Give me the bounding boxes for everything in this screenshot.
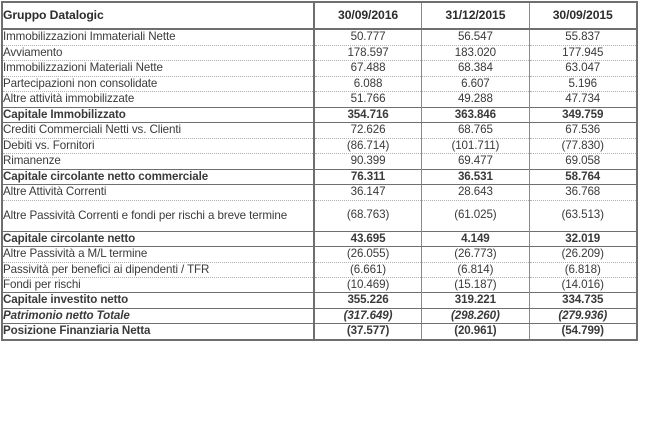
row-value: (37.577) — [314, 324, 422, 340]
row-label: Crediti Commerciali Netti vs. Clienti — [2, 123, 314, 138]
row-value: (54.799) — [561, 324, 604, 338]
row-value: 32.019 — [529, 231, 637, 246]
row-value: (20.961) — [422, 324, 530, 340]
header-label-cell: Gruppo Datalogic — [2, 2, 314, 29]
row-value: 69.058 — [529, 154, 637, 169]
row-value: 56.547 — [422, 29, 530, 45]
row-value: (298.260) — [422, 308, 530, 323]
row-value: 354.716 — [314, 107, 422, 122]
row-value: 5.196 — [529, 76, 637, 91]
table-row — [2, 278, 637, 293]
table-header-row — [2, 2, 637, 29]
table-row — [2, 231, 637, 246]
row-value: 90.399 — [314, 154, 422, 169]
row-value: 47.734 — [529, 92, 637, 107]
table-body — [2, 29, 637, 340]
row-value: (15.187) — [422, 278, 530, 293]
row-label: Capitale investito netto — [2, 293, 314, 308]
row-value: (101.711) — [422, 138, 530, 153]
table-row — [2, 185, 637, 200]
table-row — [2, 92, 637, 107]
row-value: (10.469) — [314, 278, 422, 293]
row-value: 49.288 — [422, 92, 530, 107]
row-value: (63.513) — [529, 200, 637, 231]
row-value: 319.221 — [422, 293, 530, 308]
financial-statement-table — [1, 1, 638, 341]
table-row — [2, 262, 637, 277]
table-row — [2, 45, 637, 60]
row-value: 43.695 — [314, 231, 422, 246]
row-value: 6.088 — [314, 76, 422, 91]
row-value: 36.531 — [422, 169, 530, 184]
row-label: Patrimonio netto Totale — [2, 308, 314, 323]
row-value: (317.649) — [314, 308, 422, 323]
table-row — [2, 76, 637, 91]
row-value: 55.837 — [529, 29, 637, 45]
row-label: Altre Passività a M/L termine — [2, 247, 314, 262]
row-value: (77.830) — [529, 138, 637, 153]
row-label: Altre Attività Correnti — [2, 185, 314, 200]
row-value: (61.025) — [422, 200, 530, 231]
row-value: (279.936) — [529, 308, 637, 323]
row-value: 68.765 — [422, 123, 530, 138]
row-label: Capitale Immobilizzato — [2, 107, 314, 122]
row-value: 63.047 — [529, 61, 637, 76]
row-value: 51.766 — [314, 92, 422, 107]
row-value: 178.597 — [314, 45, 422, 60]
row-value: (6.814) — [422, 262, 530, 277]
row-label: Altre attività immobilizzate — [2, 92, 314, 107]
row-label: Avviamento — [2, 45, 314, 60]
row-value: 349.759 — [529, 107, 637, 122]
row-value: (26.055) — [314, 247, 422, 262]
row-value: 28.643 — [422, 185, 530, 200]
table-row — [2, 138, 637, 153]
table-row — [2, 308, 637, 323]
row-value: 355.226 — [314, 293, 422, 308]
row-value: 36.768 — [529, 185, 637, 200]
header-column-1: 30/09/2016 — [314, 2, 422, 29]
row-label: Posizione Finanziaria Netta — [2, 324, 314, 340]
row-value: 68.384 — [422, 61, 530, 76]
row-value: (6.818) — [529, 262, 637, 277]
row-label: Immobilizzazioni Immateriali Nette — [2, 29, 314, 45]
row-value: 4.149 — [422, 231, 530, 246]
row-value: (26.209) — [529, 247, 637, 262]
row-value: 363.846 — [422, 107, 530, 122]
table-row — [2, 247, 637, 262]
row-value: 67.488 — [314, 61, 422, 76]
row-value: 334.735 — [529, 293, 637, 308]
table-row — [2, 123, 637, 138]
row-label: Debiti vs. Fornitori — [2, 138, 314, 153]
table-row — [2, 293, 637, 308]
row-label: Capitale circolante netto — [2, 231, 314, 246]
row-value: 76.311 — [314, 169, 422, 184]
row-label: Fondi per rischi — [2, 278, 314, 293]
row-label: Passività per benefici ai dipendenti / TFR — [2, 262, 314, 277]
table-row — [2, 324, 637, 340]
row-value: 177.945 — [529, 45, 637, 60]
table-row — [2, 200, 637, 231]
row-value: 72.626 — [314, 123, 422, 138]
table-row — [2, 169, 637, 184]
row-value: 69.477 — [422, 154, 530, 169]
table-row — [2, 61, 637, 76]
table-row — [2, 154, 637, 169]
row-label: Altre Passività Correnti e fondi per rischi a breve termine — [2, 200, 314, 231]
table-header — [2, 2, 637, 29]
row-value: 50.777 — [314, 29, 422, 45]
table-row — [2, 29, 637, 45]
row-value: (6.661) — [314, 262, 422, 277]
row-value: (68.763) — [314, 200, 422, 231]
row-value: 36.147 — [314, 185, 422, 200]
row-value: (86.714) — [314, 138, 422, 153]
row-label: Partecipazioni non consolidate — [2, 76, 314, 91]
row-value: 183.020 — [422, 45, 530, 60]
row-value: (26.773) — [422, 247, 530, 262]
row-label: Capitale circolante netto commerciale — [2, 169, 314, 184]
header-column-2: 31/12/2015 — [422, 2, 530, 29]
row-label: Immobilizzazioni Materiali Nette — [2, 61, 314, 76]
table-row — [2, 107, 637, 122]
row-value: (14.016) — [529, 278, 637, 293]
header-column-3: 30/09/2015 — [529, 2, 637, 29]
row-value: 6.607 — [422, 76, 530, 91]
row-label: Rimanenze — [2, 154, 314, 169]
row-value: 58.764 — [529, 169, 637, 184]
row-value: 67.536 — [529, 123, 637, 138]
